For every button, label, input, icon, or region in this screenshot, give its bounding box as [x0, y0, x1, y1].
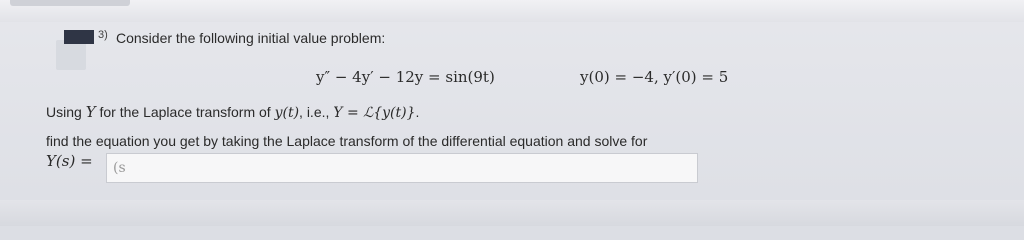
- instruction-text: , i.e.,: [299, 104, 334, 120]
- answer-label: Y(s) =: [46, 152, 93, 170]
- initial-conditions: y(0) = −4, y′(0) = 5: [580, 68, 729, 86]
- instruction-text: Using: [46, 104, 86, 120]
- instruction-line-2: find the equation you get by taking the Laplace transform of the differential equation and solve for: [46, 133, 648, 149]
- question-marker: [56, 40, 86, 70]
- question-number: 3): [98, 29, 108, 41]
- instruction-line-1: [46, 103, 419, 121]
- top-tab: [10, 0, 130, 6]
- function-y-of-t: y(t): [274, 105, 300, 121]
- bottom-bar: [0, 200, 1024, 226]
- instruction-text: .: [415, 104, 420, 120]
- laplace-symbol: Y: [85, 103, 96, 121]
- differential-equation: y″ − 4y′ − 12y = sin(9t): [316, 68, 495, 86]
- question-prompt: Consider the following initial value problem:: [116, 30, 386, 46]
- question-number-badge: [64, 30, 94, 44]
- answer-input[interactable]: [107, 154, 697, 182]
- instruction-text: for the Laplace transform of: [95, 104, 275, 120]
- laplace-definition: Y = ℒ{y(t)}: [333, 105, 416, 121]
- answer-box: [106, 153, 698, 183]
- top-bar: [0, 0, 1024, 22]
